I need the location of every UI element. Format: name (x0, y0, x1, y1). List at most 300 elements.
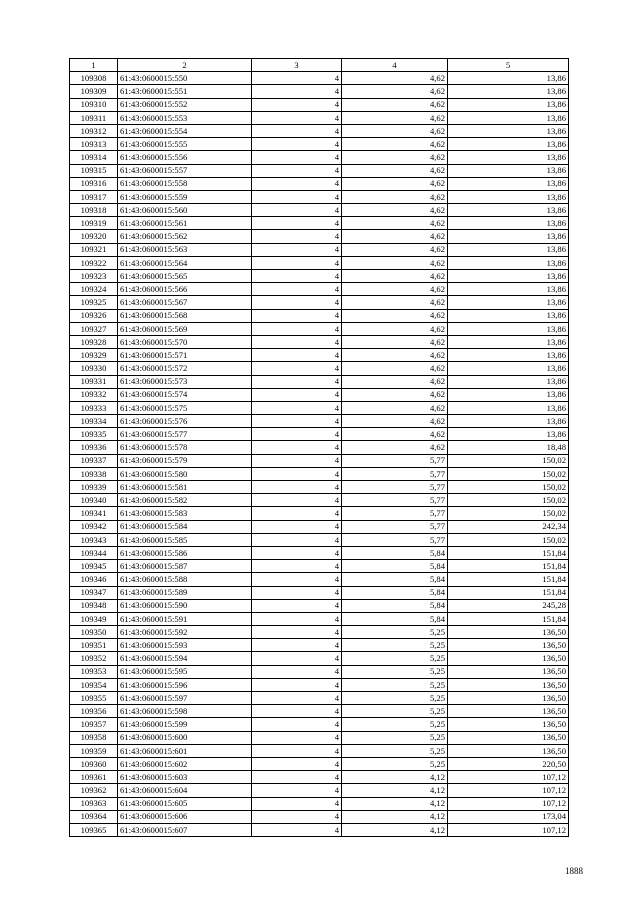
value-cell-3: 4 (252, 586, 342, 599)
row-number-cell: 109314 (70, 151, 118, 164)
value-cell-4: 5,25 (342, 705, 448, 718)
value-cell-5: 150,02 (448, 454, 569, 467)
value-cell-5: 136,50 (448, 639, 569, 652)
value-cell-4: 4,62 (342, 309, 448, 322)
value-cell-4: 4,62 (342, 138, 448, 151)
table-row (70, 692, 569, 705)
value-cell-5: 150,02 (448, 481, 569, 494)
cadastral-number-cell: 61:43:0600015:564 (118, 256, 252, 269)
table-row (70, 678, 569, 691)
value-cell-3: 4 (252, 692, 342, 705)
value-cell-4: 5,77 (342, 507, 448, 520)
value-cell-5: 13,86 (448, 177, 569, 190)
value-cell-4: 4,62 (342, 256, 448, 269)
row-number-cell: 109311 (70, 111, 118, 124)
table-row (70, 494, 569, 507)
value-cell-5: 13,86 (448, 401, 569, 414)
value-cell-5: 13,86 (448, 124, 569, 137)
row-number-cell: 109350 (70, 626, 118, 639)
value-cell-5: 136,50 (448, 718, 569, 731)
table-row (70, 335, 569, 348)
row-number-cell: 109326 (70, 309, 118, 322)
value-cell-4: 5,84 (342, 573, 448, 586)
table-row (70, 507, 569, 520)
row-number-cell: 109333 (70, 401, 118, 414)
value-cell-3: 4 (252, 217, 342, 230)
value-cell-3: 4 (252, 322, 342, 335)
value-cell-3: 4 (252, 454, 342, 467)
cadastral-number-cell: 61:43:0600015:570 (118, 335, 252, 348)
row-number-cell: 109315 (70, 164, 118, 177)
cadastral-number-cell: 61:43:0600015:589 (118, 586, 252, 599)
value-cell-3: 4 (252, 546, 342, 559)
table-row (70, 639, 569, 652)
cadastral-number-cell: 61:43:0600015:550 (118, 72, 252, 85)
cadastral-number-cell: 61:43:0600015:579 (118, 454, 252, 467)
table-row (70, 612, 569, 625)
value-cell-4: 4,62 (342, 296, 448, 309)
table-row (70, 243, 569, 256)
value-cell-3: 4 (252, 573, 342, 586)
value-cell-5: 151,84 (448, 612, 569, 625)
value-cell-5: 151,84 (448, 560, 569, 573)
table-row (70, 98, 569, 111)
value-cell-3: 4 (252, 639, 342, 652)
cadastral-number-cell: 61:43:0600015:607 (118, 823, 252, 836)
cadastral-number-cell: 61:43:0600015:554 (118, 124, 252, 137)
value-cell-4: 5,77 (342, 494, 448, 507)
cadastral-number-cell: 61:43:0600015:602 (118, 757, 252, 770)
cadastral-number-cell: 61:43:0600015:556 (118, 151, 252, 164)
table-row (70, 718, 569, 731)
value-cell-4: 5,77 (342, 467, 448, 480)
value-cell-3: 4 (252, 349, 342, 362)
value-cell-3: 4 (252, 520, 342, 533)
value-cell-5: 13,86 (448, 72, 569, 85)
row-number-cell: 109357 (70, 718, 118, 731)
row-number-cell: 109334 (70, 415, 118, 428)
value-cell-4: 4,62 (342, 441, 448, 454)
row-number-cell: 109344 (70, 546, 118, 559)
row-number-cell: 109312 (70, 124, 118, 137)
table-row (70, 415, 569, 428)
value-cell-5: 18,48 (448, 441, 569, 454)
value-cell-5: 13,86 (448, 270, 569, 283)
row-number-cell: 109310 (70, 98, 118, 111)
cadastral-number-cell: 61:43:0600015:603 (118, 771, 252, 784)
value-cell-3: 4 (252, 138, 342, 151)
table-row (70, 599, 569, 612)
value-cell-5: 13,86 (448, 388, 569, 401)
table-row (70, 560, 569, 573)
row-number-cell: 109364 (70, 810, 118, 823)
cadastral-number-cell: 61:43:0600015:551 (118, 85, 252, 98)
value-cell-3: 4 (252, 797, 342, 810)
value-cell-3: 4 (252, 388, 342, 401)
column-header-4: 4 (342, 59, 448, 72)
table-row (70, 270, 569, 283)
value-cell-3: 4 (252, 111, 342, 124)
table-row (70, 256, 569, 269)
cadastral-number-cell: 61:43:0600015:572 (118, 362, 252, 375)
value-cell-3: 4 (252, 177, 342, 190)
value-cell-4: 4,12 (342, 771, 448, 784)
value-cell-5: 245,28 (448, 599, 569, 612)
table-row (70, 784, 569, 797)
value-cell-5: 150,02 (448, 533, 569, 546)
value-cell-4: 4,12 (342, 797, 448, 810)
value-cell-4: 4,62 (342, 124, 448, 137)
value-cell-4: 5,25 (342, 718, 448, 731)
value-cell-4: 5,25 (342, 652, 448, 665)
value-cell-3: 4 (252, 507, 342, 520)
cadastral-number-cell: 61:43:0600015:574 (118, 388, 252, 401)
cadastral-number-cell: 61:43:0600015:577 (118, 428, 252, 441)
cadastral-number-cell: 61:43:0600015:557 (118, 164, 252, 177)
value-cell-3: 4 (252, 309, 342, 322)
row-number-cell: 109358 (70, 731, 118, 744)
cadastral-number-cell: 61:43:0600015:566 (118, 283, 252, 296)
value-cell-3: 4 (252, 230, 342, 243)
cadastral-number-cell: 61:43:0600015:605 (118, 797, 252, 810)
table-row (70, 190, 569, 203)
row-number-cell: 109345 (70, 560, 118, 573)
value-cell-5: 136,50 (448, 692, 569, 705)
value-cell-4: 5,25 (342, 665, 448, 678)
row-number-cell: 109325 (70, 296, 118, 309)
value-cell-5: 150,02 (448, 494, 569, 507)
table-row (70, 481, 569, 494)
value-cell-4: 4,62 (342, 322, 448, 335)
value-cell-5: 136,50 (448, 626, 569, 639)
value-cell-4: 5,84 (342, 586, 448, 599)
table-row (70, 164, 569, 177)
column-header-2: 2 (118, 59, 252, 72)
value-cell-4: 4,62 (342, 204, 448, 217)
value-cell-5: 150,02 (448, 507, 569, 520)
value-cell-3: 4 (252, 652, 342, 665)
row-number-cell: 109330 (70, 362, 118, 375)
row-number-cell: 109309 (70, 85, 118, 98)
value-cell-3: 4 (252, 560, 342, 573)
value-cell-5: 13,86 (448, 85, 569, 98)
value-cell-3: 4 (252, 599, 342, 612)
table-row (70, 771, 569, 784)
value-cell-4: 4,62 (342, 164, 448, 177)
value-cell-5: 13,86 (448, 349, 569, 362)
table-row (70, 586, 569, 599)
value-cell-3: 4 (252, 362, 342, 375)
table-row (70, 731, 569, 744)
value-cell-3: 4 (252, 665, 342, 678)
row-number-cell: 109361 (70, 771, 118, 784)
value-cell-4: 4,62 (342, 98, 448, 111)
table-row (70, 217, 569, 230)
table-row (70, 823, 569, 836)
value-cell-4: 4,62 (342, 190, 448, 203)
table-row (70, 810, 569, 823)
value-cell-4: 4,62 (342, 428, 448, 441)
table-row (70, 797, 569, 810)
value-cell-3: 4 (252, 533, 342, 546)
row-number-cell: 109355 (70, 692, 118, 705)
value-cell-5: 13,86 (448, 98, 569, 111)
table-row (70, 441, 569, 454)
value-cell-3: 4 (252, 375, 342, 388)
value-cell-5: 13,86 (448, 243, 569, 256)
row-number-cell: 109324 (70, 283, 118, 296)
row-number-cell: 109348 (70, 599, 118, 612)
value-cell-4: 4,62 (342, 230, 448, 243)
cadastral-number-cell: 61:43:0600015:573 (118, 375, 252, 388)
value-cell-4: 4,62 (342, 243, 448, 256)
value-cell-3: 4 (252, 401, 342, 414)
value-cell-4: 4,62 (342, 375, 448, 388)
value-cell-5: 13,86 (448, 309, 569, 322)
value-cell-4: 5,25 (342, 639, 448, 652)
value-cell-3: 4 (252, 494, 342, 507)
value-cell-4: 5,25 (342, 678, 448, 691)
value-cell-5: 13,86 (448, 296, 569, 309)
row-number-cell: 109340 (70, 494, 118, 507)
cadastral-number-cell: 61:43:0600015:582 (118, 494, 252, 507)
row-number-cell: 109339 (70, 481, 118, 494)
row-number-cell: 109331 (70, 375, 118, 388)
row-number-cell: 109313 (70, 138, 118, 151)
row-number-cell: 109338 (70, 467, 118, 480)
value-cell-5: 151,84 (448, 546, 569, 559)
row-number-cell: 109308 (70, 72, 118, 85)
table-row (70, 626, 569, 639)
value-cell-3: 4 (252, 823, 342, 836)
value-cell-4: 5,77 (342, 533, 448, 546)
value-cell-4: 4,62 (342, 270, 448, 283)
value-cell-5: 107,12 (448, 823, 569, 836)
value-cell-4: 5,84 (342, 546, 448, 559)
cadastral-number-cell: 61:43:0600015:571 (118, 349, 252, 362)
cadastral-number-cell: 61:43:0600015:558 (118, 177, 252, 190)
value-cell-3: 4 (252, 810, 342, 823)
cadastral-number-cell: 61:43:0600015:584 (118, 520, 252, 533)
cadastral-number-cell: 61:43:0600015:588 (118, 573, 252, 586)
row-number-cell: 109321 (70, 243, 118, 256)
column-header-5: 5 (448, 59, 569, 72)
cadastral-number-cell: 61:43:0600015:587 (118, 560, 252, 573)
row-number-cell: 109329 (70, 349, 118, 362)
cadastral-number-cell: 61:43:0600015:552 (118, 98, 252, 111)
value-cell-4: 4,62 (342, 72, 448, 85)
value-cell-5: 13,86 (448, 204, 569, 217)
value-cell-3: 4 (252, 678, 342, 691)
value-cell-5: 13,86 (448, 230, 569, 243)
row-number-cell: 109322 (70, 256, 118, 269)
value-cell-3: 4 (252, 85, 342, 98)
value-cell-4: 4,62 (342, 177, 448, 190)
table-row (70, 124, 569, 137)
value-cell-5: 13,86 (448, 428, 569, 441)
value-cell-3: 4 (252, 124, 342, 137)
value-cell-5: 136,50 (448, 652, 569, 665)
value-cell-4: 4,62 (342, 151, 448, 164)
table-row (70, 428, 569, 441)
table-row (70, 652, 569, 665)
row-number-cell: 109362 (70, 784, 118, 797)
value-cell-4: 4,62 (342, 111, 448, 124)
value-cell-4: 4,62 (342, 415, 448, 428)
value-cell-5: 151,84 (448, 573, 569, 586)
value-cell-4: 4,12 (342, 823, 448, 836)
cadastral-number-cell: 61:43:0600015:580 (118, 467, 252, 480)
table-row (70, 744, 569, 757)
value-cell-5: 13,86 (448, 362, 569, 375)
value-cell-5: 13,86 (448, 164, 569, 177)
value-cell-5: 107,12 (448, 784, 569, 797)
table-row (70, 85, 569, 98)
value-cell-3: 4 (252, 256, 342, 269)
value-cell-5: 136,50 (448, 731, 569, 744)
cadastral-number-cell: 61:43:0600015:586 (118, 546, 252, 559)
table-row (70, 204, 569, 217)
value-cell-4: 5,84 (342, 599, 448, 612)
row-number-cell: 109353 (70, 665, 118, 678)
header-row (70, 59, 569, 72)
row-number-cell: 109320 (70, 230, 118, 243)
value-cell-5: 13,86 (448, 256, 569, 269)
table-row (70, 72, 569, 85)
value-cell-5: 13,86 (448, 335, 569, 348)
value-cell-3: 4 (252, 204, 342, 217)
value-cell-4: 5,25 (342, 757, 448, 770)
cadastral-number-cell: 61:43:0600015:604 (118, 784, 252, 797)
value-cell-5: 13,86 (448, 322, 569, 335)
value-cell-4: 5,25 (342, 626, 448, 639)
value-cell-3: 4 (252, 718, 342, 731)
value-cell-5: 13,86 (448, 111, 569, 124)
value-cell-5: 136,50 (448, 665, 569, 678)
cadastral-number-cell: 61:43:0600015:600 (118, 731, 252, 744)
row-number-cell: 109354 (70, 678, 118, 691)
value-cell-5: 13,86 (448, 415, 569, 428)
value-cell-3: 4 (252, 164, 342, 177)
row-number-cell: 109316 (70, 177, 118, 190)
cadastral-number-cell: 61:43:0600015:593 (118, 639, 252, 652)
table-row (70, 309, 569, 322)
table-row (70, 322, 569, 335)
value-cell-3: 4 (252, 415, 342, 428)
table-row (70, 573, 569, 586)
cadastral-number-cell: 61:43:0600015:563 (118, 243, 252, 256)
cadastral-number-cell: 61:43:0600015:562 (118, 230, 252, 243)
row-number-cell: 109360 (70, 757, 118, 770)
value-cell-4: 5,25 (342, 692, 448, 705)
value-cell-3: 4 (252, 283, 342, 296)
cadastral-number-cell: 61:43:0600015:599 (118, 718, 252, 731)
value-cell-3: 4 (252, 731, 342, 744)
cadastral-number-cell: 61:43:0600015:592 (118, 626, 252, 639)
value-cell-3: 4 (252, 757, 342, 770)
row-number-cell: 109327 (70, 322, 118, 335)
table-row (70, 296, 569, 309)
value-cell-4: 4,62 (342, 401, 448, 414)
cadastral-number-cell: 61:43:0600015:590 (118, 599, 252, 612)
value-cell-5: 220,50 (448, 757, 569, 770)
value-cell-3: 4 (252, 428, 342, 441)
value-cell-3: 4 (252, 151, 342, 164)
value-cell-4: 4,62 (342, 85, 448, 98)
value-cell-4: 4,62 (342, 217, 448, 230)
row-number-cell: 109356 (70, 705, 118, 718)
value-cell-4: 4,62 (342, 283, 448, 296)
column-header-3: 3 (252, 59, 342, 72)
value-cell-5: 107,12 (448, 771, 569, 784)
value-cell-4: 5,77 (342, 481, 448, 494)
value-cell-3: 4 (252, 335, 342, 348)
table-row (70, 454, 569, 467)
value-cell-5: 13,86 (448, 283, 569, 296)
value-cell-5: 173,04 (448, 810, 569, 823)
table-row (70, 388, 569, 401)
value-cell-5: 13,86 (448, 375, 569, 388)
value-cell-4: 5,77 (342, 520, 448, 533)
cadastral-number-cell: 61:43:0600015:585 (118, 533, 252, 546)
table-row (70, 138, 569, 151)
table-row (70, 111, 569, 124)
table-row (70, 362, 569, 375)
value-cell-5: 13,86 (448, 151, 569, 164)
cadastral-number-cell: 61:43:0600015:595 (118, 665, 252, 678)
cadastral-number-cell: 61:43:0600015:596 (118, 678, 252, 691)
row-number-cell: 109318 (70, 204, 118, 217)
cadastral-number-cell: 61:43:0600015:601 (118, 744, 252, 757)
value-cell-3: 4 (252, 441, 342, 454)
value-cell-5: 150,02 (448, 467, 569, 480)
cadastral-number-cell: 61:43:0600015:578 (118, 441, 252, 454)
row-number-cell: 109336 (70, 441, 118, 454)
row-number-cell: 109352 (70, 652, 118, 665)
table-row (70, 177, 569, 190)
table-row (70, 705, 569, 718)
row-number-cell: 109342 (70, 520, 118, 533)
cadastral-number-cell: 61:43:0600015:567 (118, 296, 252, 309)
table-row (70, 467, 569, 480)
value-cell-3: 4 (252, 784, 342, 797)
table-row (70, 283, 569, 296)
value-cell-4: 4,62 (342, 349, 448, 362)
row-number-cell: 109335 (70, 428, 118, 441)
value-cell-4: 4,62 (342, 362, 448, 375)
table-row (70, 546, 569, 559)
table-row (70, 533, 569, 546)
cadastral-number-cell: 61:43:0600015:575 (118, 401, 252, 414)
table-row (70, 375, 569, 388)
cadastral-number-cell: 61:43:0600015:598 (118, 705, 252, 718)
data-table (69, 58, 569, 837)
value-cell-4: 4,12 (342, 810, 448, 823)
value-cell-3: 4 (252, 467, 342, 480)
cadastral-number-cell: 61:43:0600015:576 (118, 415, 252, 428)
cadastral-number-cell: 61:43:0600015:561 (118, 217, 252, 230)
cadastral-number-cell: 61:43:0600015:606 (118, 810, 252, 823)
value-cell-5: 136,50 (448, 678, 569, 691)
page-number: 1888 (565, 866, 583, 876)
cadastral-number-cell: 61:43:0600015:559 (118, 190, 252, 203)
value-cell-5: 13,86 (448, 138, 569, 151)
cadastral-number-cell: 61:43:0600015:594 (118, 652, 252, 665)
value-cell-4: 5,84 (342, 612, 448, 625)
value-cell-5: 13,86 (448, 217, 569, 230)
value-cell-3: 4 (252, 481, 342, 494)
table-body (70, 72, 569, 837)
